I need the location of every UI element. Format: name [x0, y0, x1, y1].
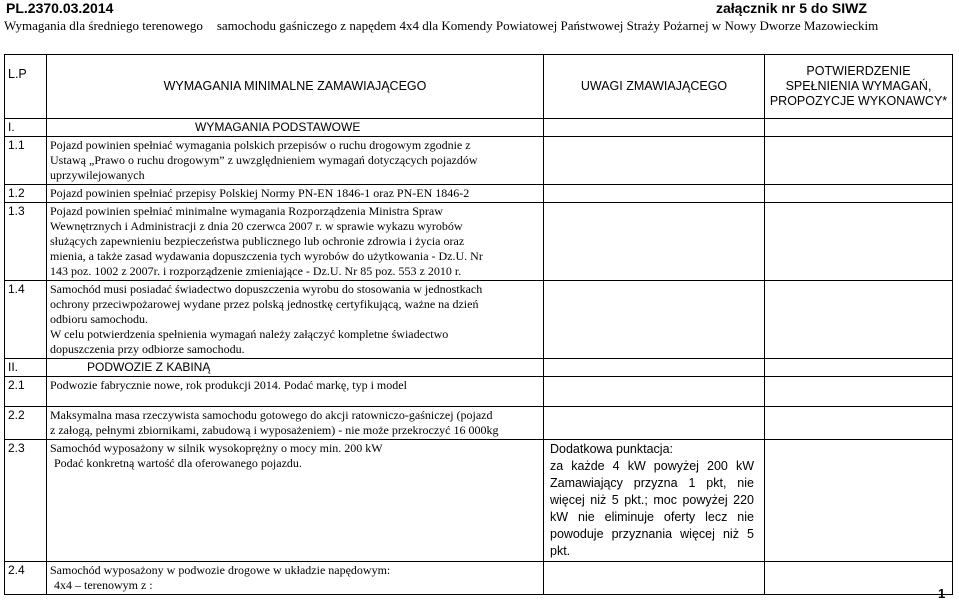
requirement-text — [47, 407, 544, 440]
requirement-line: W celu potwierdzenia spełnienia wymagań należy załączyć kompletne świadectwo — [50, 327, 449, 341]
table-row — [5, 281, 953, 359]
section-number: I. — [5, 119, 47, 137]
requirement-text — [47, 377, 544, 407]
header-requirements: WYMAGANIA MINIMALNE ZAMAWIAJĄCEGO — [47, 55, 544, 119]
requirement-line: mienia, a także zasad wydawania dopuszczenia tych wyrobów do użytkowania - Dz.U. Nr — [50, 249, 483, 263]
table-header-row — [5, 55, 953, 119]
row-number: 1.3 — [5, 203, 47, 281]
requirement-line: Podwozie fabrycznie nowe, rok produkcji 2014. Podać markę, typ i model — [50, 378, 407, 392]
requirement-line: Pojazd powinien spełniać przepisy Polskiej Normy PN-EN 1846-1 oraz PN-EN 1846-2 — [50, 186, 470, 200]
header-lp: L.P — [5, 55, 47, 119]
confirmation-cell — [765, 119, 953, 137]
row-number: 2.1 — [5, 377, 47, 407]
table-row — [5, 185, 953, 203]
remarks-cell — [544, 203, 765, 281]
requirement-line: 143 poz. 1002 z 2007r. i rozporządzenie zmieniające - Dz.U. Nr 85 poz. 553 z 2010 r. — [50, 264, 462, 278]
requirement-line: Samochód wyposażony w silnik wysokoprężny o mocy min. 200 kW — [50, 441, 383, 455]
confirmation-cell — [765, 281, 953, 359]
row-number: 1.4 — [5, 281, 47, 359]
header-confirmation: POTWIERDZENIE SPEŁNIENIA WYMAGAŃ, PROPOZYCJE WYKONAWCY* — [765, 55, 953, 119]
requirement-line: służących zapewnieniu bezpieczeństwa publicznego lub ochronie zdrowia i życia oraz — [50, 234, 465, 248]
intro-part-1: Wymagania dla średniego terenowego — [4, 18, 203, 33]
table-row — [5, 203, 953, 281]
requirement-line: Wewnętrznych i Administracji z dnia 20 czerwca 2007 r. w sprawie wykazu wyrobów — [50, 219, 463, 233]
requirement-text — [47, 281, 544, 359]
requirement-line: Samochód musi posiadać świadectwo dopuszczenia wyrobu do stosowania w jednostkach — [50, 282, 483, 296]
confirmation-cell — [765, 359, 953, 377]
section-row — [5, 119, 953, 137]
table-row — [5, 562, 953, 595]
remarks-cell — [544, 185, 765, 203]
remarks-cell — [544, 562, 765, 595]
requirement-text — [47, 137, 544, 185]
remarks-cell — [544, 359, 765, 377]
confirmation-cell — [765, 137, 953, 185]
requirement-line: dopuszczenia przy odbiorze samochodu. — [50, 342, 245, 356]
requirement-text — [47, 562, 544, 595]
table-row — [5, 440, 953, 562]
requirement-line: Podać konkretną wartość dla oferowanego pojazdu. — [54, 456, 302, 470]
confirmation-cell — [765, 440, 953, 562]
section-title: WYMAGANIA PODSTAWOWE — [47, 119, 544, 137]
requirement-text — [47, 440, 544, 562]
requirement-line: Ustawą „Prawo o ruchu drogowym” z uwzględnieniem wymagań dotyczących pojazdów — [50, 153, 478, 167]
confirmation-cell — [765, 407, 953, 440]
document-intro — [4, 18, 952, 34]
remarks-cell — [544, 137, 765, 185]
remarks-cell — [544, 281, 765, 359]
row-number: 2.3 — [5, 440, 47, 562]
remarks-cell — [544, 377, 765, 407]
section-number: II. — [5, 359, 47, 377]
document-reference: PL.2370.03.2014 — [6, 0, 114, 16]
confirmation-cell — [765, 185, 953, 203]
row-number: 1.1 — [5, 137, 47, 185]
confirmation-cell — [765, 377, 953, 407]
requirement-text — [47, 203, 544, 281]
page-number: 1 — [938, 586, 946, 601]
scoring-note-body: za każde 4 kW powyżej 200 kW Zamawiający przyzna 1 pkt, nie więcej niż 5 pkt.; moc powyżej 220 kW nie eliminuje oferty lecz nie powoduje przyznania więcej niż 5 pkt. — [550, 459, 754, 558]
row-number: 1.2 — [5, 185, 47, 203]
requirement-line: Pojazd powinien spełniać wymagania polskich przepisów o ruchu drogowym zgodnie z — [50, 138, 471, 152]
scoring-note — [544, 440, 765, 562]
row-number: 2.2 — [5, 407, 47, 440]
confirmation-cell — [765, 562, 953, 595]
requirement-line: 4x4 – terenowym z : — [54, 578, 153, 592]
scoring-note-title: Dodatkowa punktacja: — [550, 442, 673, 456]
remarks-cell — [544, 407, 765, 440]
requirement-line: Pojazd powinien spełniać minimalne wymagania Rozporządzenia Ministra Spraw — [50, 204, 443, 218]
table-row — [5, 377, 953, 407]
requirement-line: uprzywilejowanych — [50, 168, 145, 182]
section-title: PODWOZIE Z KABINĄ — [47, 359, 544, 377]
requirements-table — [4, 54, 953, 595]
requirement-line: Samochód wyposażony w podwozie drogowe w układzie napędowym: — [50, 563, 391, 577]
requirement-text — [47, 185, 544, 203]
table-row — [5, 407, 953, 440]
section-row — [5, 359, 953, 377]
row-number: 2.4 — [5, 562, 47, 595]
remarks-cell — [544, 119, 765, 137]
header-remarks: UWAGI ZMAWIAJĄCEGO — [544, 55, 765, 119]
requirement-line: z załogą, pełnymi zbiornikami, zabudową i wyposażeniem) - nie może przekroczyć 16 000kg — [50, 423, 499, 437]
annex-label: załącznik nr 5 do SIWZ — [716, 0, 867, 16]
intro-part-2: samochodu gaśniczego z napędem 4x4 dla Komendy Powiatowej Państwowej Straży Pożarnej w Nowy Dworze Mazowieckim — [216, 18, 879, 33]
requirement-line: odbioru samochodu. — [50, 312, 148, 326]
requirement-line: ochrony przeciwpożarowej wydane przez polską jednostkę certyfikującą, ważne na dzień — [50, 297, 479, 311]
table-row — [5, 137, 953, 185]
confirmation-cell — [765, 203, 953, 281]
requirement-line: Maksymalna masa rzeczywista samochodu gotowego do akcji ratowniczo-gaśniczej (pojazd — [50, 408, 493, 422]
